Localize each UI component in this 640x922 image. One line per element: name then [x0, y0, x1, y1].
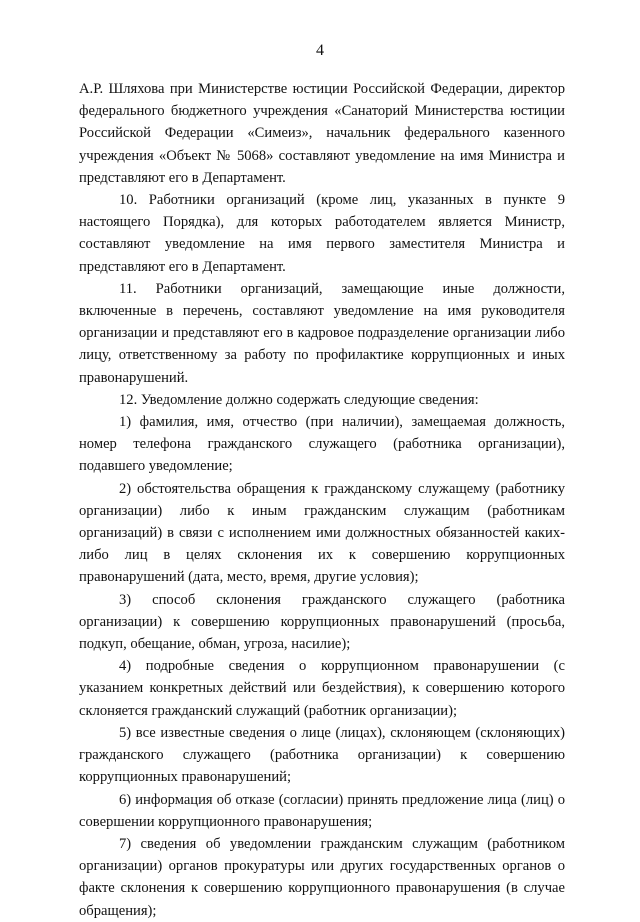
paragraph-continuation: А.Р. Шляхова при Министерстве юстиции Российской Федерации, директор федерального бюджетного учреждения «Санаторий Министерства юстиции Российской Федерации «Симеиз», начальник федерального казенного учреждения «Объект № 5068» составляют уведомление на имя Министра и представляют его в Департамент. — [79, 81, 565, 186]
paragraph-item-10: 10. Работники организаций (кроме лиц, указанных в пункте 9 настоящего Порядка), для которых работодателем является Министр, составляют уведомление на имя первого заместителя Министра и представляют его в Департамент. — [79, 192, 565, 275]
list-item-2: 2) обстоятельства обращения к гражданскому служащему (работнику организации) либо к иным гражданским служащим (работникам организаций) в связи с исполнением ими должностных обязанностей каких-либо лиц в целях склонения их к совершению коррупционных правонарушений (дата, место, время, другие условия); — [79, 480, 565, 586]
list-item-4: 4) подробные сведения о коррупционном правонарушении (с указанием конкретных действий или бездействия), к совершению которого склоняется гражданский служащий (работник организации); — [79, 658, 565, 719]
page-number: 4 — [316, 42, 324, 59]
paragraph-item-11: 11. Работники организаций, замещающие иные должности, включенные в перечень, составляют уведомление на имя руководителя организации и представляют его в кадровое подразделение организации либо лицу, ответственному за работу по профилактике коррупционных и иных правонарушений. — [79, 280, 565, 386]
list-item-7: 7) сведения об уведомлении гражданским служащим (работником организации) органов прокуратуры или других государственных органов о факте склонения к совершению коррупционного правонарушения (в случае обращения); — [79, 835, 565, 919]
list-item-1: 1) фамилия, имя, отчество (при наличии), замещаемая должность, номер телефона гражданского служащего (работника организации), подавшего уведомление; — [79, 414, 565, 475]
list-item-5: 5) все известные сведения о лице (лицах), склоняющем (склоняющих) гражданского служащего (работника организации) к совершению коррупционных правонарушений; — [79, 724, 565, 786]
list-item-6: 6) информация об отказе (согласии) принять предложение лица (лиц) о совершении коррупционного правонарушения; — [79, 791, 565, 830]
list-item-3: 3) способ склонения гражданского служащего (работника организации) к совершению коррупционных правонарушений (просьба, подкуп, обещание, обман, угроза, насилие); — [79, 591, 565, 653]
document-body — [79, 78, 565, 922]
paragraph-item-12: 12. Уведомление должно содержать следующие сведения: — [119, 391, 479, 408]
